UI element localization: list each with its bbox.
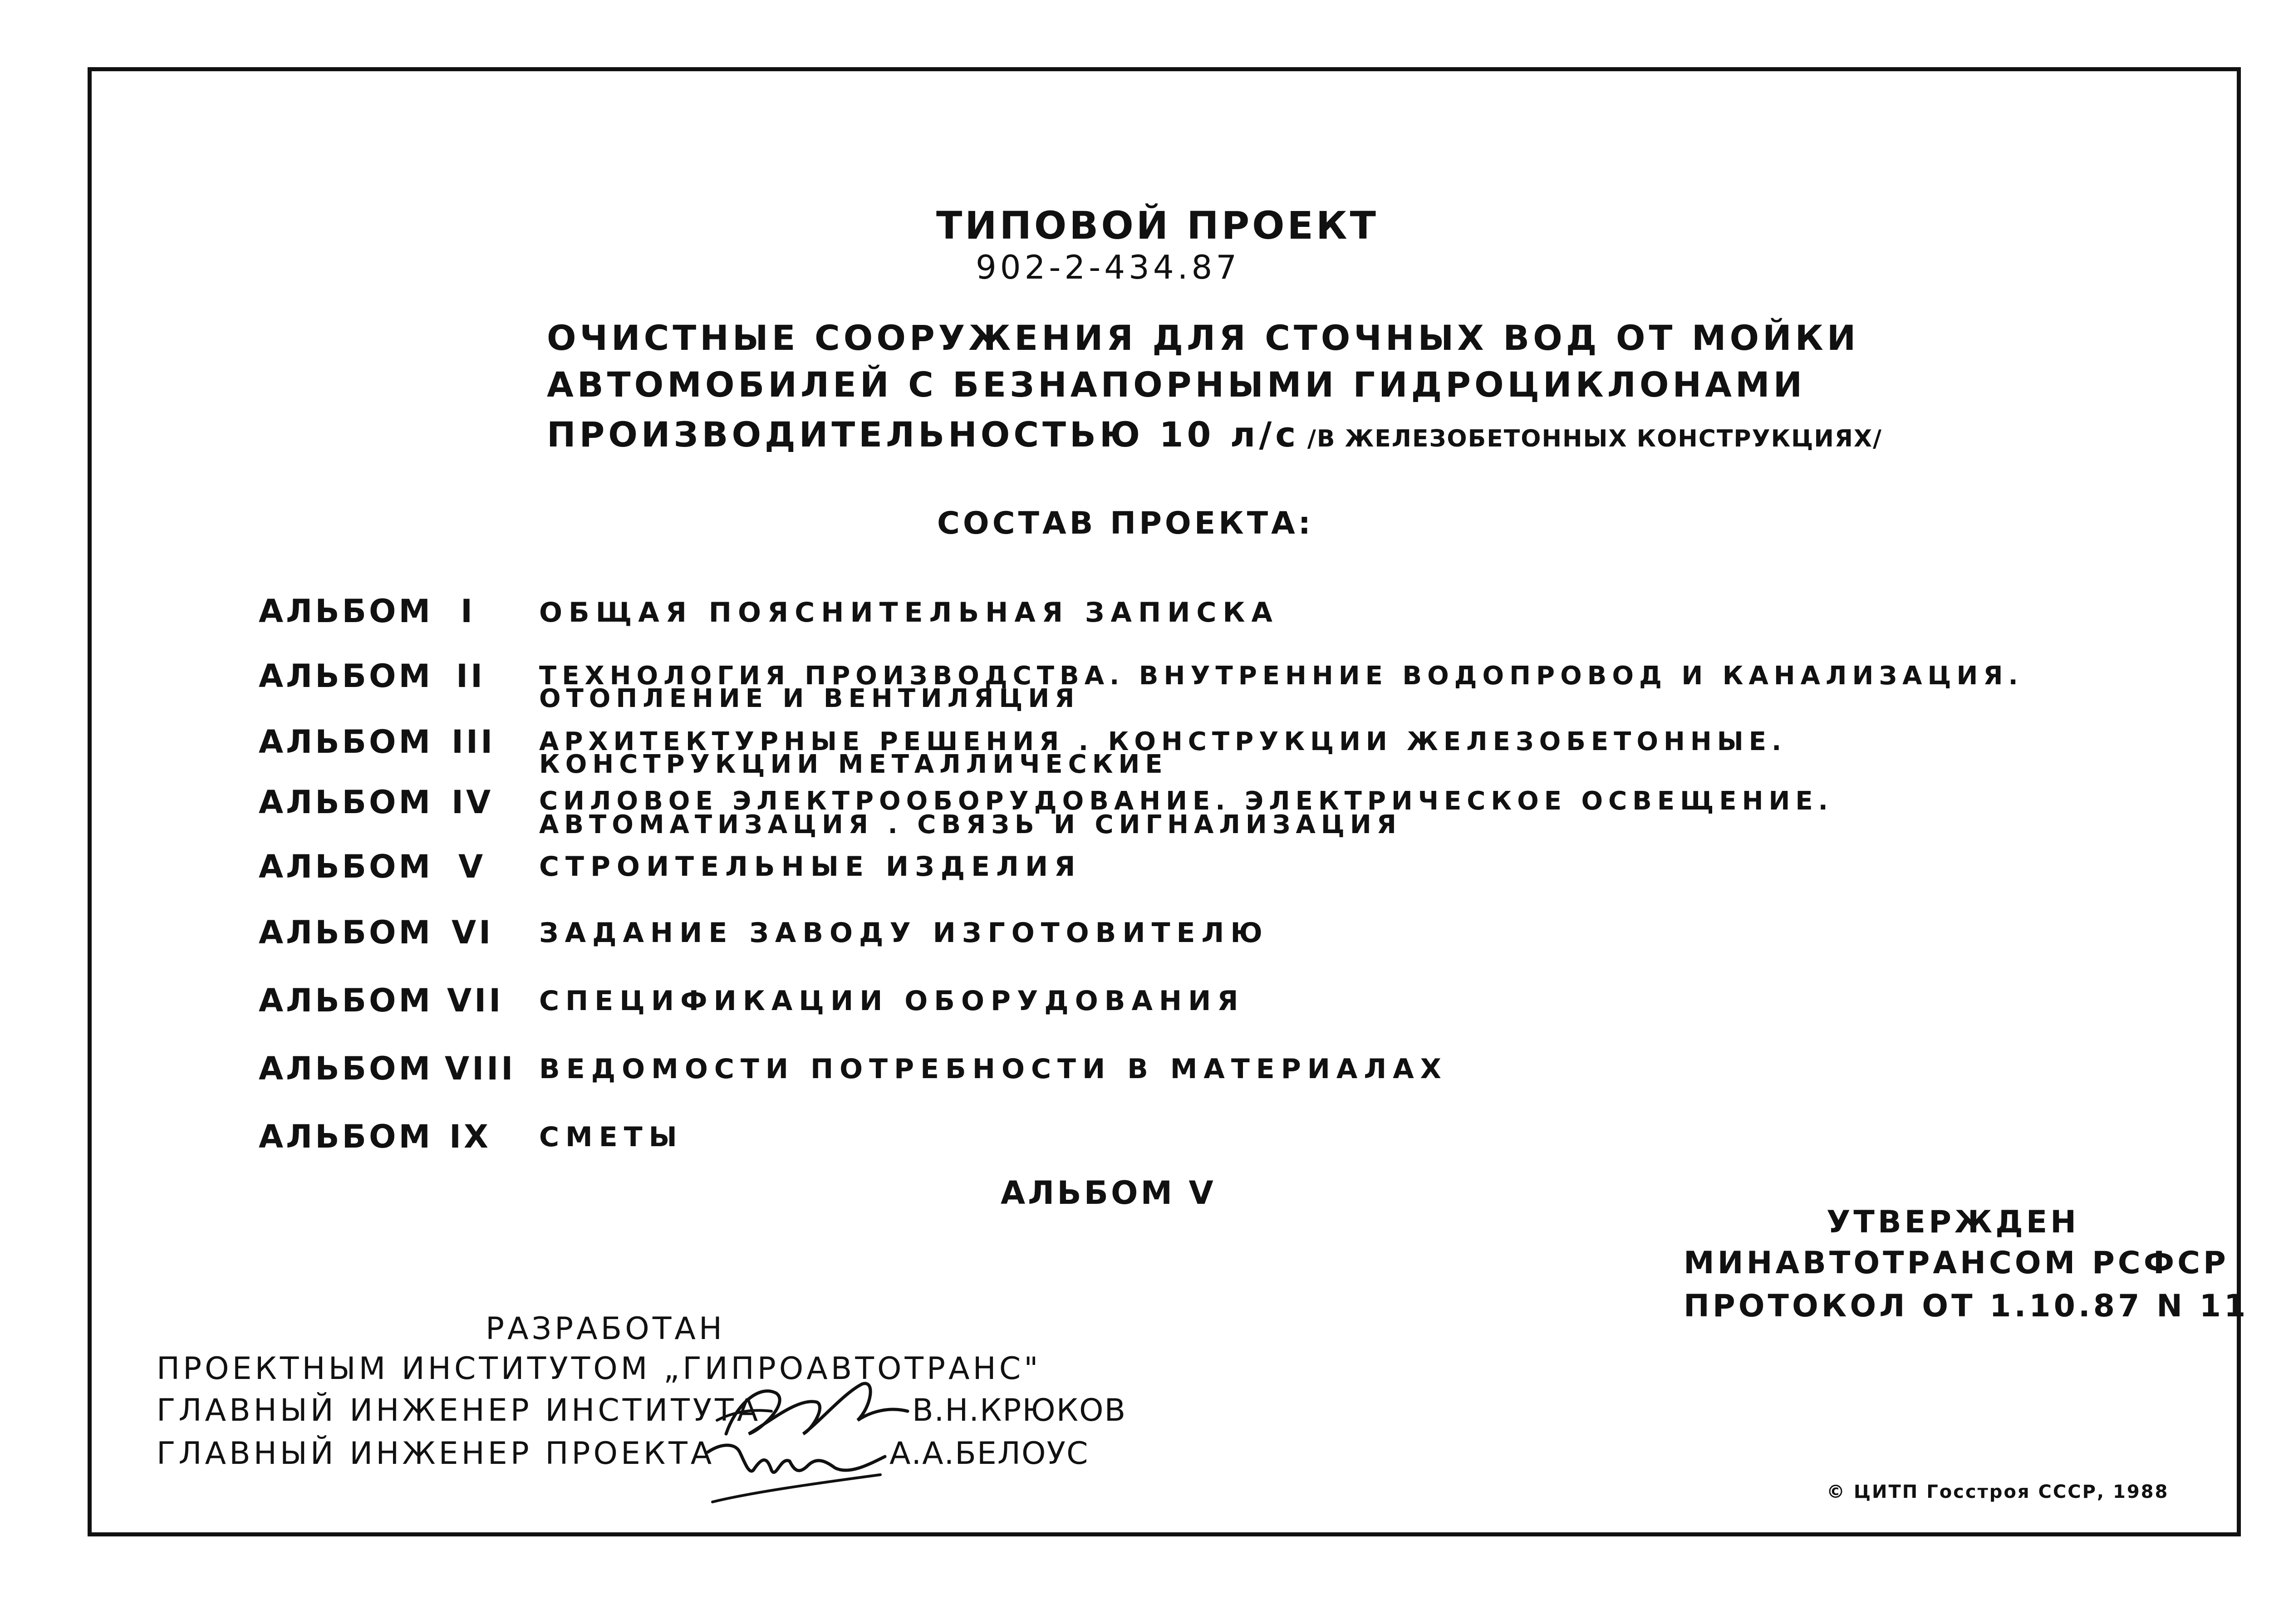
- signature-project: [694, 1425, 903, 1511]
- subject-line-2: АВТОМОБИЛЕЙ С БЕЗНАПОРНЫМИ ГИДРОЦИКЛОНАМИ: [547, 364, 1806, 405]
- album-title: СИЛОВОЕ ЭЛЕКТРООБОРУДОВАНИЕ. ЭЛЕКТРИЧЕСКОЕ ОСВЕЩЕНИЕ.: [539, 786, 1833, 816]
- album-number: VI: [452, 914, 494, 951]
- subject-line-3-small: /В ЖЕЛЕЗОБЕТОННЫХ КОНСТРУКЦИЯХ/: [1307, 425, 1883, 452]
- album-number: II: [456, 657, 486, 695]
- subject-line-3-main: ПРОИЗВОДИТЕЛЬНОСТЬЮ 10 л/с: [547, 414, 1300, 455]
- album-title: АРХИТЕКТУРНЫЕ РЕШЕНИЯ . КОНСТРУКЦИИ ЖЕЛЕЗОБЕТОННЫЕ.: [539, 727, 1787, 756]
- album-title: ВЕДОМОСТИ ПОТРЕБНОСТИ В МАТЕРИАЛАХ: [539, 1053, 1448, 1085]
- album-label: АЛЬБОМ: [259, 1118, 433, 1155]
- album-title-line-2: АВТОМАТИЗАЦИЯ . СВЯЗЬ И СИГНАЛИЗАЦИЯ: [539, 810, 1402, 839]
- developer-heading: РАЗРАБОТАН: [486, 1311, 726, 1347]
- album-title: ЗАДАНИЕ ЗАВОДУ ИЗГОТОВИТЕЛЮ: [539, 917, 1269, 949]
- album-label: АЛЬБОМ: [259, 784, 433, 821]
- album-title-line-2: ОТОПЛЕНИЕ И ВЕНТИЛЯЦИЯ: [539, 684, 1080, 713]
- album-label: АЛЬБОМ: [259, 593, 433, 630]
- album-title: ТЕХНОЛОГИЯ ПРОИЗВОДСТВА. ВНУТРЕННИЕ ВОДОПРОВОД И КАНАЛИЗАЦИЯ.: [539, 661, 2023, 691]
- album-number: IX: [449, 1118, 491, 1155]
- album-number: III: [452, 723, 496, 760]
- chief-engineer-institute-label: ГЛАВНЫЙ ИНЖЕНЕР ИНСТИТУТА: [157, 1393, 761, 1428]
- approval-line-2: МИНАВТОТРАНСОМ РСФСР: [1684, 1245, 2229, 1281]
- album-label: АЛЬБОМ: [259, 982, 433, 1019]
- approval-line-3: ПРОТОКОЛ ОТ 1.10.87 N 11: [1684, 1288, 2249, 1324]
- chief-engineer-project-name: А.А.БЕЛОУС: [889, 1436, 1089, 1472]
- album-label: АЛЬБОМ: [259, 848, 433, 885]
- current-album: АЛЬБОМ V: [1001, 1174, 1216, 1212]
- album-label: АЛЬБОМ: [259, 657, 433, 695]
- album-label: АЛЬБОМ: [259, 914, 433, 951]
- document-title: ТИПОВОЙ ПРОЕКТ: [936, 203, 1379, 248]
- chief-engineer-institute-name: В.Н.КРЮКОВ: [912, 1393, 1127, 1428]
- album-title: ОБЩАЯ ПОЯСНИТЕЛЬНАЯ ЗАПИСКА: [539, 597, 1279, 628]
- album-number: V: [458, 848, 486, 885]
- chief-engineer-project-label: ГЛАВНЫЙ ИНЖЕНЕР ПРОЕКТА: [157, 1436, 715, 1472]
- album-number: VII: [447, 982, 504, 1019]
- copyright: © ЦИТП Госстроя СССР, 1988: [1827, 1482, 2169, 1502]
- album-title: СТРОИТЕЛЬНЫЕ ИЗДЕЛИЯ: [539, 851, 1082, 883]
- album-label: АЛЬБОМ: [259, 723, 433, 760]
- approval-line-1: УТВЕРЖДЕН: [1827, 1204, 2080, 1240]
- album-label: АЛЬБОМ: [259, 1050, 433, 1087]
- album-title-line-2: КОНСТРУКЦИИ МЕТАЛЛИЧЕСКИЕ: [539, 750, 1168, 779]
- album-number: VIII: [445, 1050, 516, 1087]
- album-title: СПЕЦИФИКАЦИИ ОБОРУДОВАНИЯ: [539, 985, 1245, 1017]
- album-number: IV: [452, 784, 494, 821]
- developer-institute: ПРОЕКТНЫМ ИНСТИТУТОМ „ГИПРОАВТОТРАНС": [157, 1351, 1041, 1387]
- album-number: I: [461, 593, 476, 630]
- album-title: СМЕТЫ: [539, 1121, 683, 1153]
- project-number: 902-2-434.87: [976, 248, 1241, 286]
- contents-heading: СОСТАВ ПРОЕКТА:: [937, 505, 1314, 541]
- subject-line-3: [547, 414, 1883, 455]
- subject-line-1: ОЧИСТНЫЕ СООРУЖЕНИЯ ДЛЯ СТОЧНЫХ ВОД ОТ МОЙКИ: [547, 318, 1860, 358]
